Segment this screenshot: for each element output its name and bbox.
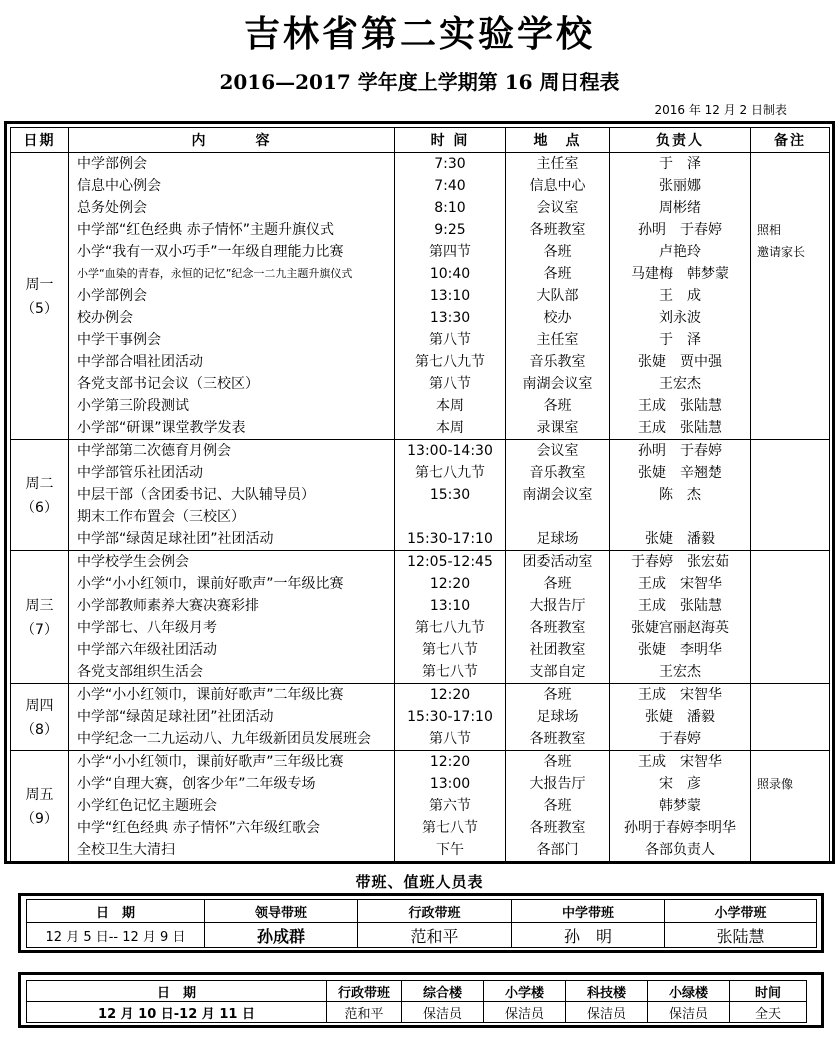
item-place: 南湖会议室	[522, 376, 593, 392]
item-content: 信息中心例会	[77, 178, 161, 194]
item-place: 社团教室	[529, 642, 586, 658]
item-content: 小学部“研课”课堂教学发表	[77, 420, 246, 436]
item-time: 12:20	[429, 576, 471, 592]
day-cell	[11, 153, 69, 440]
item-note	[751, 307, 829, 329]
day-label: 周二	[25, 476, 54, 492]
header-time: 时 间	[395, 128, 506, 153]
item-time: 第八节	[429, 731, 471, 747]
item-note	[751, 285, 829, 307]
item-person: 孙明 于春婷	[638, 443, 722, 459]
duty-leader: 孙成群	[205, 923, 358, 948]
item-content-column	[69, 684, 395, 751]
item-time-column	[395, 551, 506, 684]
duty-title: 带班、值班人员表	[355, 873, 484, 891]
duty-date: 12 月 5 日-- 12 月 9 日	[27, 923, 205, 948]
item-person: 王成 宋智华	[638, 576, 722, 592]
item-place: 各班	[543, 754, 572, 770]
item-person	[610, 506, 750, 528]
item-place: 各班	[543, 398, 572, 414]
duty-header-admin: 行政带班	[358, 900, 512, 923]
duty2-header-time: 时间	[730, 981, 807, 1002]
item-time: 13:30	[429, 310, 471, 326]
duty-header-date: 日 期	[27, 900, 205, 923]
item-person: 张婕 潘毅	[645, 709, 715, 725]
schedule-header-row	[11, 128, 830, 153]
item-note	[751, 751, 829, 773]
item-note: 照录像	[757, 777, 794, 791]
item-note	[751, 462, 829, 484]
item-person: 于 泽	[659, 156, 701, 172]
item-place: 音乐教室	[529, 354, 586, 370]
item-time	[395, 506, 505, 528]
item-place-column	[506, 440, 610, 551]
item-person: 孙明于春婷李明华	[624, 820, 736, 836]
item-content: 小学“小小红领巾，课前好歌声”一年级比赛	[77, 576, 344, 592]
item-content-column	[69, 153, 395, 440]
item-content-column	[69, 751, 395, 862]
day-label: 周一	[25, 277, 54, 293]
item-content: 期末工作布置会（三校区）	[77, 509, 245, 525]
duty-header-primary: 小学带班	[665, 900, 817, 923]
item-content: 中学干事例会	[77, 332, 161, 348]
item-note	[751, 329, 829, 351]
duty-admin: 范和平	[358, 923, 512, 948]
item-person: 王宏杰	[659, 376, 701, 392]
day-cell	[11, 684, 69, 751]
item-person: 孙明 于春婷	[638, 222, 722, 238]
item-content: 各党支部书记会议（三校区）	[77, 376, 259, 392]
item-content: 校办例会	[77, 310, 133, 326]
item-place: 大队部	[536, 288, 579, 304]
item-content: 小学“血染的青春，永恒的记忆”纪念一二九主题升旗仪式	[77, 267, 353, 280]
item-time: 第七八九节	[415, 354, 485, 370]
item-time: 第六节	[429, 798, 471, 814]
item-time: 12:20	[429, 687, 471, 703]
schedule-table	[10, 127, 830, 862]
item-content: 中学部例会	[77, 156, 147, 172]
item-note	[751, 484, 829, 506]
item-person-column	[610, 551, 751, 684]
item-note	[751, 373, 829, 395]
item-note	[751, 595, 829, 617]
item-place-column	[506, 153, 610, 440]
item-person: 各部负责人	[645, 842, 715, 858]
item-time: 10:40	[429, 266, 471, 282]
item-place: 各班教室	[529, 820, 586, 836]
item-time: 12:20	[429, 754, 471, 770]
item-time: 第八节	[429, 376, 471, 392]
item-time: 15:30-17:10	[407, 531, 493, 547]
item-time-column	[395, 684, 506, 751]
item-note	[751, 506, 829, 528]
item-note	[751, 817, 829, 839]
item-time: 15:30	[429, 487, 471, 503]
item-place: 各班	[543, 266, 572, 282]
school-name: 吉林省第二实验学校	[243, 13, 595, 55]
item-place: 支部自定	[529, 664, 586, 680]
item-time: 13:00	[429, 776, 471, 792]
item-time: 13:10	[429, 598, 471, 614]
item-person-column	[610, 751, 751, 862]
duty2-tech-building: 保洁员	[566, 1002, 648, 1023]
item-time-column	[395, 440, 506, 551]
item-note	[751, 573, 829, 595]
duty2-table	[26, 980, 807, 1023]
item-place: 足球场	[536, 531, 579, 547]
item-time: 13:00-14:30	[407, 443, 493, 459]
item-person: 于春婷 张宏茹	[631, 554, 729, 570]
item-content: 中学纪念一二九运动八、九年级新团员发展班会	[77, 731, 371, 747]
item-time: 下午	[436, 842, 464, 858]
duty2-primary-building: 保洁员	[484, 1002, 566, 1023]
item-place-column	[506, 751, 610, 862]
item-person: 张婕 李明华	[638, 642, 722, 658]
duty-header-leader: 领导带班	[205, 900, 358, 923]
item-note	[751, 661, 829, 683]
day-cell	[11, 551, 69, 684]
item-time-column	[395, 153, 506, 440]
item-place: 团委活动室	[522, 554, 593, 570]
item-person-column	[610, 684, 751, 751]
item-time-column	[395, 751, 506, 862]
item-note	[751, 197, 829, 219]
item-content: 中学部“红色经典 赤子情怀”主题升旗仪式	[77, 222, 334, 238]
duty-primary: 张陆慧	[665, 923, 817, 948]
item-person: 张婕 贾中强	[638, 354, 722, 370]
item-person: 宋 彦	[659, 776, 701, 792]
duty2-time: 全天	[730, 1002, 807, 1023]
item-note	[751, 839, 829, 861]
notes-column	[751, 751, 830, 862]
item-time: 9:25	[434, 222, 466, 238]
header-place: 地 点	[506, 128, 610, 153]
duty2-complex: 保洁员	[402, 1002, 484, 1023]
duty2-header-row	[27, 981, 807, 1002]
item-person: 王成 张陆慧	[638, 598, 722, 614]
day-number: （6）	[21, 500, 58, 516]
item-content: 中学部“绿茵足球社团”社团活动	[77, 709, 274, 725]
item-note	[751, 684, 829, 706]
item-place: 南湖会议室	[522, 487, 593, 503]
duty2-header-green-building: 小绿楼	[648, 981, 730, 1002]
item-content: 中学“红色经典 赤子情怀”六年级红歌会	[77, 820, 320, 836]
item-content: 小学“自理大赛，创客少年”二年级专场	[77, 776, 316, 792]
item-person: 张婕宫丽赵海英	[631, 620, 729, 636]
item-note	[751, 440, 829, 462]
made-date: 2016 年 12 月 2 日制表	[654, 103, 787, 117]
duty2-row	[27, 1002, 807, 1023]
item-note	[751, 263, 829, 285]
day-label: 周五	[25, 787, 54, 803]
item-content: 中学部六年级社团活动	[77, 642, 217, 658]
item-time: 第七八节	[422, 664, 478, 680]
item-person: 韩梦蒙	[659, 798, 701, 814]
item-time: 第四节	[429, 244, 471, 260]
item-person: 王成 张陆慧	[638, 420, 722, 436]
day-label: 周四	[25, 698, 54, 714]
notes-column	[751, 440, 830, 551]
item-place: 音乐教室	[529, 465, 586, 481]
duty-middle: 孙 明	[512, 923, 665, 948]
duty-table	[26, 899, 817, 948]
item-person: 陈 杰	[659, 487, 701, 503]
item-place: 信息中心	[529, 178, 586, 194]
item-place: 大报告厅	[529, 598, 586, 614]
item-time: 本周	[436, 398, 464, 414]
day-row	[11, 153, 830, 440]
item-note	[751, 639, 829, 661]
duty2-header-date: 日 期	[27, 981, 327, 1002]
day-row	[11, 551, 830, 684]
item-place: 各部门	[536, 842, 579, 858]
item-place: 各班	[543, 576, 572, 592]
duty-header-middle: 中学带班	[512, 900, 665, 923]
item-content: 中学部合唱社团活动	[77, 354, 203, 370]
item-place: 录课室	[536, 420, 579, 436]
duty2-header-admin: 行政带班	[327, 981, 402, 1002]
item-content: 中学校学生会例会	[77, 554, 189, 570]
day-cell	[11, 751, 69, 862]
notes-column	[751, 551, 830, 684]
item-place-column	[506, 684, 610, 751]
item-place: 主任室	[536, 156, 579, 172]
item-time: 12:05-12:45	[407, 554, 493, 570]
item-note	[751, 153, 829, 175]
header-notes: 备注	[751, 128, 830, 153]
item-person-column	[610, 153, 751, 440]
item-time: 本周	[436, 420, 464, 436]
day-row	[11, 440, 830, 551]
item-note	[751, 706, 829, 728]
schedule-subtitle: 2016—2017 学年度上学期第 16 周日程表	[219, 70, 620, 94]
item-content: 小学部教师素养大赛决赛彩排	[77, 598, 259, 614]
item-content: 小学第三阶段测试	[77, 398, 189, 414]
item-place: 校办	[543, 310, 572, 326]
item-note	[751, 617, 829, 639]
item-content: 中学部管乐社团活动	[77, 465, 203, 481]
day-row	[11, 751, 830, 862]
item-content: 中学部七、八年级月考	[77, 620, 217, 636]
item-person: 周彬绪	[659, 200, 701, 216]
duty-header-row	[27, 900, 817, 923]
item-content-column	[69, 440, 395, 551]
item-note	[751, 395, 829, 417]
duty2-date: 12 月 10 日-12 月 11 日	[27, 1002, 327, 1023]
duty2-header-primary-building: 小学楼	[484, 981, 566, 1002]
item-person: 马建梅 韩梦蒙	[631, 266, 729, 282]
item-place: 各班	[543, 244, 572, 260]
item-time: 7:40	[434, 178, 466, 194]
notes-column	[751, 153, 830, 440]
header-date: 日期	[11, 128, 69, 153]
duty2-admin: 范和平	[327, 1002, 402, 1023]
day-number: （8）	[21, 722, 58, 738]
duty2-green-building: 保洁员	[648, 1002, 730, 1023]
day-number: （9）	[21, 811, 58, 827]
item-note	[751, 728, 829, 750]
duty2-header-tech-building: 科技楼	[566, 981, 648, 1002]
duty2-header-complex: 综合楼	[402, 981, 484, 1002]
item-place: 各班	[543, 687, 572, 703]
day-cell	[11, 440, 69, 551]
item-note	[751, 551, 829, 573]
item-content: 中学部第二次德育月例会	[77, 443, 231, 459]
item-person: 张婕 潘毅	[645, 531, 715, 547]
item-note: 邀请家长	[757, 245, 806, 259]
item-person: 张婕 辛翘楚	[638, 465, 722, 481]
day-number: （5）	[21, 301, 58, 317]
item-place: 会议室	[536, 443, 579, 459]
item-content: 总务处例会	[77, 200, 147, 216]
item-person: 王宏杰	[659, 664, 701, 680]
item-note	[751, 175, 829, 197]
item-time: 第七八节	[422, 642, 478, 658]
item-content: 小学部例会	[77, 288, 147, 304]
item-place	[506, 506, 609, 528]
item-time: 第七八节	[422, 820, 478, 836]
item-place-column	[506, 551, 610, 684]
item-person: 王成 宋智华	[638, 687, 722, 703]
item-person: 于春婷	[659, 731, 701, 747]
item-note: 照相	[757, 223, 782, 237]
item-person: 王成 张陆慧	[638, 398, 722, 414]
item-place: 各班教室	[529, 620, 586, 636]
item-content: 小学“小小红领巾，课前好歌声”二年级比赛	[77, 687, 344, 703]
item-note	[751, 528, 829, 550]
item-person: 刘永波	[659, 310, 701, 326]
item-place: 各班教室	[529, 222, 586, 238]
item-place: 主任室	[536, 332, 579, 348]
item-person: 于 泽	[659, 332, 701, 348]
item-place: 各班	[543, 798, 572, 814]
item-person: 张丽娜	[659, 178, 701, 194]
header-content: 内 容	[69, 128, 395, 153]
item-note	[751, 351, 829, 373]
item-person: 卢艳玲	[659, 244, 701, 260]
day-row	[11, 684, 830, 751]
duty-row	[27, 923, 817, 948]
item-place: 会议室	[536, 200, 579, 216]
item-content: 中层干部（含团委书记、大队辅导员）	[77, 487, 315, 503]
item-note	[751, 795, 829, 817]
item-time: 15:30-17:10	[407, 709, 493, 725]
item-time: 第七八九节	[415, 465, 485, 481]
item-person: 王 成	[659, 288, 701, 304]
item-place: 大报告厅	[529, 776, 586, 792]
item-content-column	[69, 551, 395, 684]
item-person: 王成 宋智华	[638, 754, 722, 770]
item-time: 第八节	[429, 332, 471, 348]
item-content: 各党支部组织生活会	[77, 664, 203, 680]
item-time: 7:30	[434, 156, 466, 172]
item-content: 小学红色记忆主题班会	[77, 798, 217, 814]
item-note	[751, 417, 829, 439]
item-content: 中学部“绿茵足球社团”社团活动	[77, 531, 274, 547]
item-time: 8:10	[434, 200, 466, 216]
header-person: 负责人	[610, 128, 751, 153]
notes-column	[751, 684, 830, 751]
item-place: 足球场	[536, 709, 579, 725]
day-label: 周三	[25, 598, 54, 614]
item-time: 第七八九节	[415, 620, 485, 636]
item-content: 全校卫生大清扫	[77, 842, 175, 858]
item-person-column	[610, 440, 751, 551]
item-place: 各班教室	[529, 731, 586, 747]
item-content: 小学“小小红领巾，课前好歌声”三年级比赛	[77, 754, 344, 770]
item-content: 小学“我有一双小巧手”一年级自理能力比赛	[77, 244, 344, 260]
day-number: （7）	[21, 622, 58, 638]
item-time: 13:10	[429, 288, 471, 304]
